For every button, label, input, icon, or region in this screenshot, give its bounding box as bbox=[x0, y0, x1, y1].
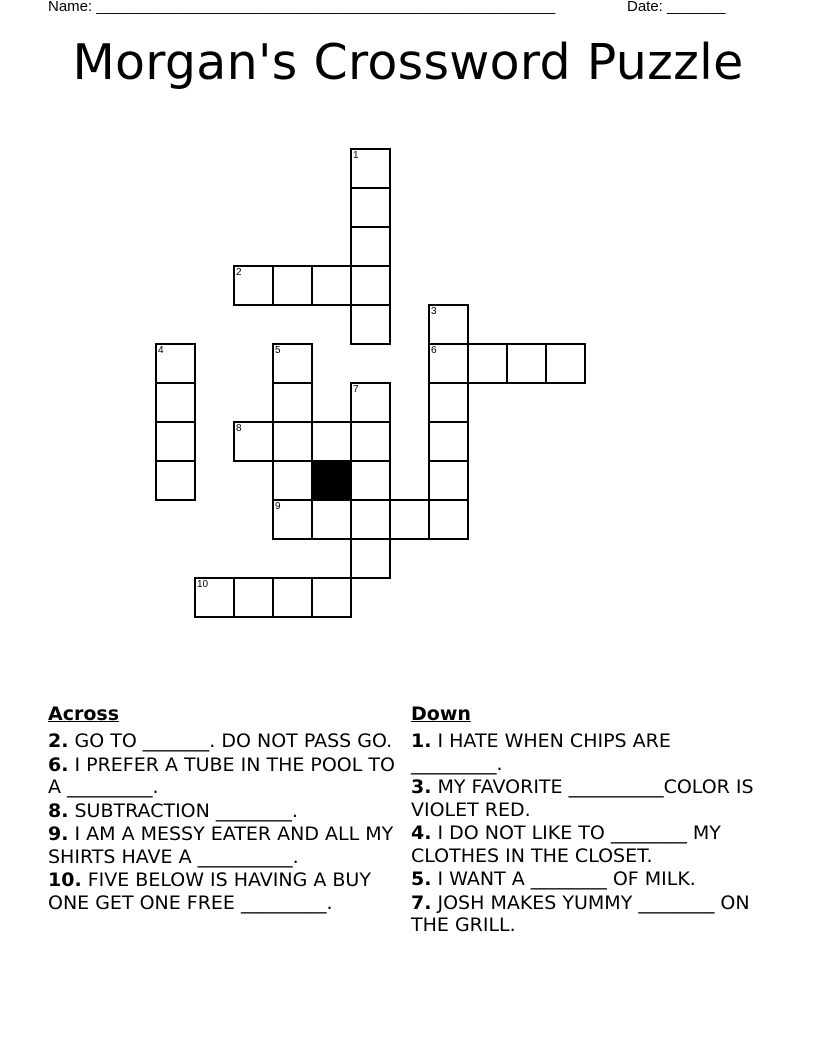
across-clue bbox=[48, 800, 398, 823]
down-clue bbox=[411, 892, 761, 937]
page-title: Morgan's Crossword Puzzle bbox=[72, 34, 744, 91]
clue-label-number: 10. bbox=[48, 869, 82, 891]
grid-cell[interactable] bbox=[272, 460, 313, 501]
grid-cell[interactable] bbox=[350, 382, 391, 423]
grid-cell[interactable] bbox=[155, 343, 196, 384]
grid-cell[interactable] bbox=[350, 538, 391, 579]
clue-label-number: 1. bbox=[411, 730, 432, 752]
clue-number: 4 bbox=[158, 345, 164, 356]
clue-number: 1 bbox=[353, 150, 359, 161]
date-field: Date: _______ bbox=[627, 0, 726, 15]
grid-cell[interactable] bbox=[350, 499, 391, 540]
grid-block-cell bbox=[311, 460, 352, 501]
clue-text: FIVE BELOW IS HAVING A BUY ONE GET ONE FREE _________. bbox=[48, 869, 371, 914]
down-clues bbox=[411, 702, 761, 938]
clue-text: I AM A MESSY EATER AND ALL MY SHIRTS HAVE A __________. bbox=[48, 823, 394, 868]
grid-cell[interactable] bbox=[428, 499, 469, 540]
grid-cell[interactable] bbox=[272, 421, 313, 462]
grid-cell[interactable] bbox=[506, 343, 547, 384]
across-heading: Across bbox=[48, 703, 120, 725]
clue-text: I DO NOT LIKE TO ________ MY CLOTHES IN THE CLOSET. bbox=[411, 822, 721, 867]
grid-cell[interactable] bbox=[311, 577, 352, 618]
clue-label-number: 3. bbox=[411, 776, 432, 798]
down-clue bbox=[411, 868, 761, 891]
clue-text: I HATE WHEN CHIPS ARE _________. bbox=[411, 730, 671, 775]
grid-cell[interactable] bbox=[350, 265, 391, 306]
grid-cell[interactable] bbox=[350, 304, 391, 345]
clue-number: 7 bbox=[353, 384, 359, 395]
grid-cell[interactable] bbox=[428, 343, 469, 384]
clue-label-number: 5. bbox=[411, 868, 432, 890]
clue-text: GO TO _______. DO NOT PASS GO. bbox=[68, 730, 393, 752]
grid-cell[interactable] bbox=[311, 499, 352, 540]
clue-label-number: 2. bbox=[48, 730, 69, 752]
grid-cell[interactable] bbox=[350, 148, 391, 189]
down-clue-list bbox=[411, 730, 761, 937]
grid-cell[interactable] bbox=[311, 421, 352, 462]
grid-cell[interactable] bbox=[272, 265, 313, 306]
grid-cell[interactable] bbox=[155, 460, 196, 501]
clue-number: 9 bbox=[275, 501, 281, 512]
across-clues bbox=[48, 702, 398, 915]
clue-label-number: 6. bbox=[48, 753, 69, 776]
clue-label-number: 7. bbox=[411, 891, 432, 914]
grid-cell[interactable] bbox=[233, 421, 274, 462]
name-field: Name: _______________________________________________________ bbox=[48, 0, 556, 15]
across-clue-list bbox=[48, 730, 398, 914]
grid-cell[interactable] bbox=[428, 382, 469, 423]
clue-number: 10 bbox=[197, 579, 209, 590]
grid-cell[interactable] bbox=[389, 499, 430, 540]
grid-cell[interactable] bbox=[272, 343, 313, 384]
grid-cell[interactable] bbox=[350, 187, 391, 228]
clue-number: 5 bbox=[275, 345, 281, 356]
clue-text: I PREFER A TUBE IN THE POOL TO A _________. bbox=[48, 753, 395, 798]
grid-cell[interactable] bbox=[311, 265, 352, 306]
clue-number: 2 bbox=[236, 267, 242, 278]
down-clue bbox=[411, 822, 761, 867]
grid-cell[interactable] bbox=[272, 499, 313, 540]
grid-cell[interactable] bbox=[428, 460, 469, 501]
clue-label-number: 9. bbox=[48, 823, 69, 845]
clue-text: SUBTRACTION ________. bbox=[68, 799, 298, 822]
clue-text: JOSH MAKES YUMMY ________ ON THE GRILL. bbox=[411, 891, 750, 936]
across-clue bbox=[48, 730, 398, 753]
grid-cell[interactable] bbox=[428, 304, 469, 345]
across-clue bbox=[48, 869, 398, 914]
clue-text: I WANT A ________ OF MILK. bbox=[431, 868, 696, 890]
clue-label-number: 4. bbox=[411, 822, 432, 844]
grid-cell[interactable] bbox=[155, 382, 196, 423]
across-clue bbox=[48, 823, 398, 868]
down-heading: Down bbox=[411, 703, 471, 725]
down-clue bbox=[411, 776, 761, 821]
clue-text: MY FAVORITE __________COLOR IS VIOLET RED. bbox=[411, 776, 754, 821]
grid-cell[interactable] bbox=[467, 343, 508, 384]
grid-cell[interactable] bbox=[350, 460, 391, 501]
grid-cell[interactable] bbox=[350, 226, 391, 267]
grid-cell[interactable] bbox=[272, 577, 313, 618]
grid-cell[interactable] bbox=[233, 577, 274, 618]
grid-cell[interactable] bbox=[155, 421, 196, 462]
clue-number: 3 bbox=[431, 306, 437, 317]
grid-cell[interactable] bbox=[233, 265, 274, 306]
down-clue bbox=[411, 730, 761, 775]
grid-cell[interactable] bbox=[272, 382, 313, 423]
clue-number: 6 bbox=[431, 345, 437, 356]
across-clue bbox=[48, 754, 398, 799]
grid-cell[interactable] bbox=[350, 421, 391, 462]
clue-label-number: 8. bbox=[48, 799, 69, 822]
grid-cell[interactable] bbox=[428, 421, 469, 462]
grid-cell[interactable] bbox=[194, 577, 235, 618]
clue-number: 8 bbox=[236, 423, 242, 434]
grid-cell[interactable] bbox=[545, 343, 586, 384]
